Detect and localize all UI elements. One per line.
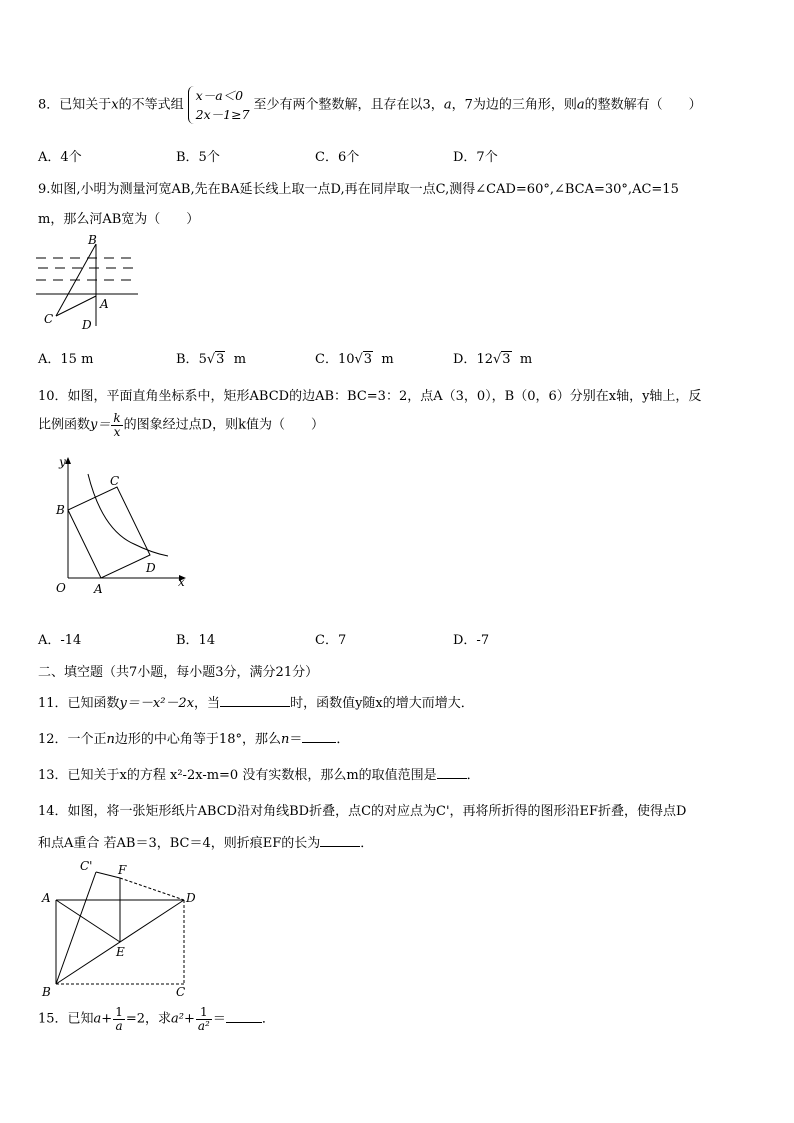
- section-heading-fill-in: 二、填空题（共7小题，每小题3分，满分21分）: [38, 665, 319, 680]
- q8-option-c: C．6个: [315, 150, 360, 165]
- q10-label-b: B: [56, 503, 65, 517]
- q9-option-d: D．12√3 m: [453, 352, 533, 367]
- q10-option-c: C．7: [315, 633, 347, 648]
- q9-option-b: B．5√3 m: [176, 352, 247, 367]
- q10-option-b: B．14: [176, 633, 216, 648]
- q10-option-a: A．-14: [38, 633, 82, 648]
- q14-label-e: E: [116, 945, 125, 959]
- q10-option-d: D．-7: [453, 633, 490, 648]
- q10-label-a: A: [94, 582, 103, 596]
- q12-answer-blank[interactable]: [302, 730, 336, 743]
- question-15: 15．已知a+ $\frac{1}{a}$ =2，求a²+ $\frac{1}{\text{a²}}$ ＝ ．: [38, 1005, 275, 1033]
- question-13: 13．已知关于x的方程 x²-2x-m=0 没有实数根，那么m的取值范围是 ．: [38, 768, 480, 783]
- q11-answer-blank[interactable]: [220, 694, 290, 707]
- one-over-a-fraction: $\frac{1}{a}$: [115, 1005, 123, 1033]
- q14-label-c: C: [176, 985, 186, 999]
- q10-coordinate-figure: [40, 452, 196, 612]
- q9-label-d: D: [82, 318, 92, 332]
- q15-answer-blank[interactable]: [226, 1010, 262, 1023]
- q9-label-c: C: [44, 312, 54, 326]
- q9-label-a: A: [100, 297, 109, 311]
- q10-label-x: x: [178, 575, 185, 589]
- q10-label-y: y: [59, 455, 66, 469]
- q9-label-b: B: [88, 233, 97, 247]
- q14-label-f: F: [118, 863, 127, 877]
- question-9-line-1: 9.如图,小明为测量河宽AB,先在BA延长线上取一点D,再在同岸取一点C,测得∠CAD=60°,∠BCA=30°,AC=15: [38, 182, 679, 197]
- q13-answer-blank[interactable]: [437, 766, 467, 779]
- q8-option-b: B．5个: [176, 150, 220, 165]
- question-10-line-1: 10．如图，平面直角坐标系中，矩形ABCD的边AB：BC=3：2，点A（3，0），B（0，6）分别在x轴，y轴上，反: [38, 389, 702, 404]
- q9-option-c: C．10√3 m: [315, 352, 394, 367]
- one-over-a-squared-fraction: $\frac{1}{\text{a²}}$: [197, 1005, 210, 1033]
- q9-river-figure: [36, 232, 140, 334]
- question-12: 12．一个正n边形的中心角等于18°，那么n＝ ．: [38, 732, 350, 747]
- question-14-line-1: 14．如图，将一张矩形纸片ABCD沿对角线BD折叠，点C的对应点为C'，再将所折得的图形沿EF折叠，使得点D: [38, 804, 687, 819]
- q10-label-d: D: [146, 561, 156, 575]
- q10-label-o: O: [56, 581, 66, 595]
- question-14-line-2: 和点A重合 若AB＝3，BC＝4，则折痕EF的长为 ．: [38, 836, 374, 851]
- q10-label-c: C: [110, 474, 120, 488]
- q14-answer-blank[interactable]: [320, 834, 360, 847]
- q14-label-b: B: [42, 985, 51, 999]
- q14-label-d: D: [186, 891, 196, 905]
- q8-option-d: D．7个: [453, 150, 498, 165]
- question-9-line-2: m，那么河AB宽为（ ）: [38, 212, 200, 227]
- q14-label-a: A: [42, 891, 51, 905]
- question-10-line-2: 比例函数y＝ $\frac{k}{x}$ 的图象经过点D，则k值为（ ）: [38, 411, 324, 439]
- q14-fold-figure: [36, 856, 202, 1000]
- q8-option-a: A．4个: [38, 150, 82, 165]
- q9-option-a: A．15 m: [38, 352, 94, 367]
- q14-label-c-prime: C': [80, 859, 93, 873]
- inequality-system: x－a＜0 2x－1≥7: [188, 86, 250, 124]
- question-11: 11．已知函数y＝－x²－2x，当 时，函数值y随x的增大而增大．: [38, 696, 474, 711]
- k-over-x-fraction: $\frac{k}{x}$: [113, 411, 121, 439]
- question-8: 8．已知关于x的不等式组 x－a＜0 2x－1≥7 至少有两个整数解，且存在以3，a，7为边的三角形，则a的整数解有（ ）: [38, 88, 702, 122]
